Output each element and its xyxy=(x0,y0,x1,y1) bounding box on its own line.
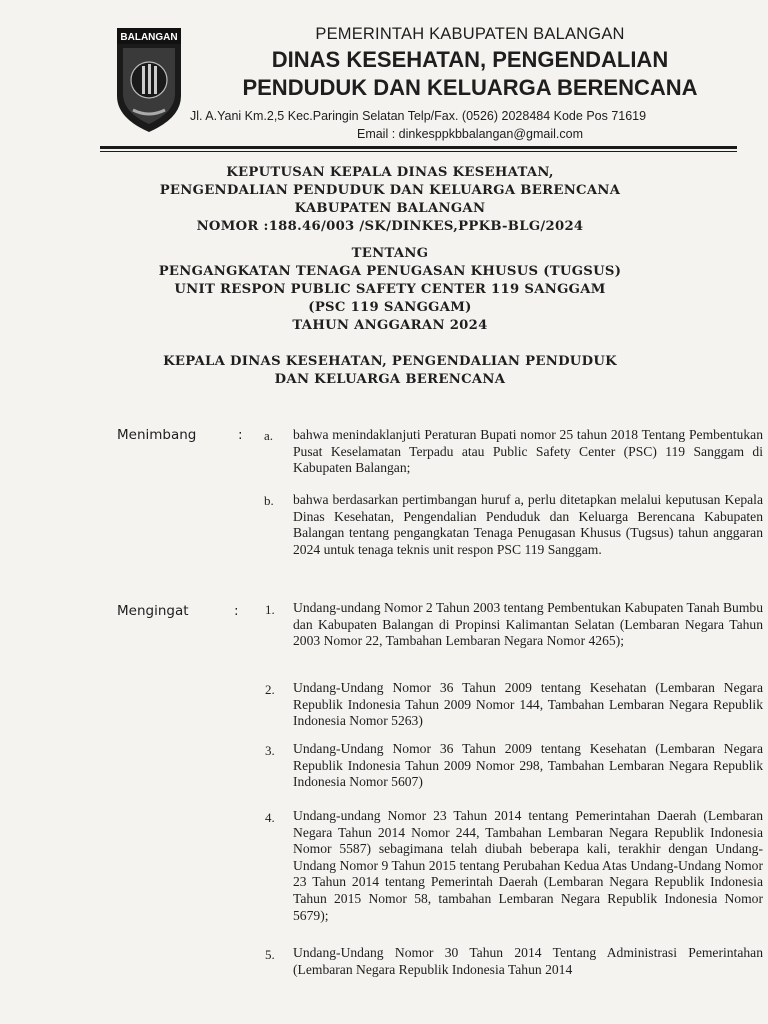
mengingat-item-3: Undang-Undang Nomor 36 Tahun 2009 tentang Kesehatan (Lembaran Negara Republik Indonesia Tahun 2009 Nomor 298, Tambahan Lembaran Negara Republik Indonesia Nomor 5607) xyxy=(293,741,763,790)
decree-title-block xyxy=(120,164,660,389)
mengingat-marker: 4. xyxy=(265,810,275,825)
mengingat-marker: 5. xyxy=(265,947,275,962)
decree-title-line: KEPUTUSAN KEPALA DINAS KESEHATAN, xyxy=(226,165,554,180)
menimbang-marker: a. xyxy=(264,428,274,443)
mengingat-item-5: Undang-Undang Nomor 30 Tahun 2014 Tentang Administrasi Pemerintahan (Lembaran Negara Republik Indonesia Tahun 2014 xyxy=(293,945,763,977)
agency-name-line1: DINAS KESEHATAN, PENGENDALIAN xyxy=(271,47,669,72)
government-name: PEMERINTAH KABUPATEN BALANGAN xyxy=(315,25,625,43)
decree-number: NOMOR :188.46/003 /SK/DINKES,PPKB-BLG/2024 xyxy=(196,219,584,234)
balangan-crest-logo xyxy=(115,26,183,134)
header-divider xyxy=(100,146,737,149)
mengingat-marker: 1. xyxy=(265,602,275,617)
mengingat-marker: 3. xyxy=(265,743,275,758)
decree-title-line: KABUPATEN BALANGAN xyxy=(294,201,486,216)
mengingat-item-4: Undang-undang Nomor 23 Tahun 2014 tentang Pemerintahan Daerah (Lembaran Negara Tahun 2014 Nomor 244, Tambahan Lembaran Negara Republik Indonesia Nomor 5587) sebagimana telah diubah beberapa kali, terakhir dengan Undang-Undang Nomor 9 Tahun 2015 tentang Perubahan Kedua Atas Undang-Undang Nomor 23 Tahun 2014 tentang Pemerintah Daerah (Lembaran Negara Republik Indonesia Tahun 2015 Nomor 58, tambahan Lembaran Negara Republik Indonesia Nomor 5679); xyxy=(293,808,763,923)
menimbang-marker: b. xyxy=(264,493,274,508)
menimbang-item-a: bahwa menindaklanjuti Peraturan Bupati nomor 25 tahun 2018 Tentang Pembentukan Pusat Keselamatan Terpadu atau Public Safety Center (PSC) 119 Sanggam di Kabupaten Balangan; xyxy=(293,427,763,476)
issuer-line: DAN KELUARGA BERENCANA xyxy=(274,372,506,387)
letterhead xyxy=(190,24,750,142)
mengingat-marker: 2. xyxy=(265,682,275,697)
tentang-heading: TENTANG xyxy=(351,246,429,261)
decree-subject-line: TAHUN ANGGARAN 2024 xyxy=(292,318,488,333)
mengingat-colon: : xyxy=(234,603,239,619)
issuer-line: KEPALA DINAS KESEHATAN, PENGENDALIAN PENDUDUK xyxy=(163,354,617,369)
menimbang-item-b: bahwa berdasarkan pertimbangan huruf a, perlu ditetapkan melalui keputusan Kepala Dinas Kesehatan, Pengendalian Penduduk dan Keluarga Berencana Kabupaten Balangan tentang pengangkatan Tenaga Penugasan Khusus (Tugsus) tahun anggaran 2024 untuk tenaga teknis unit respon PSC 119 Sanggam. xyxy=(293,492,763,557)
decree-subject-line: (PSC 119 SANGGAM) xyxy=(308,300,472,315)
decree-subject-line: PENGANGKATAN TENAGA PENUGASAN KHUSUS (TUGSUS) xyxy=(158,264,622,279)
menimbang-colon: : xyxy=(238,427,243,443)
header-divider-thin xyxy=(100,151,737,152)
decree-subject-line: UNIT RESPON PUBLIC SAFETY CENTER 119 SANGGAM xyxy=(174,282,606,297)
decree-title-line: PENGENDALIAN PENDUDUK DAN KELUARGA BERENCANA xyxy=(159,183,621,198)
mengingat-item-2: Undang-Undang Nomor 36 Tahun 2009 tentang Kesehatan (Lembaran Negara Republik Indonesia Tahun 2009 Nomor 144, Tambahan Lembaran Negara Republik Indonesia Nomor 5263) xyxy=(293,680,763,729)
menimbang-label: Menimbang xyxy=(117,427,197,443)
agency-email: Email : dinkesppkbbalangan@gmail.com xyxy=(356,127,583,141)
mengingat-label: Mengingat xyxy=(117,603,189,619)
mengingat-item-1: Undang-undang Nomor 2 Tahun 2003 tentang Pembentukan Kabupaten Tanah Bumbu dan Kabupaten Balangan di Propinsi Kalimantan Selatan (Lembaran Negara Tahun 2003 Nomor 22, Tambahan Lembaran Negara Nomor 4265); xyxy=(293,600,763,649)
agency-name-line2: PENDUDUK DAN KELUARGA BERENCANA xyxy=(242,75,698,100)
agency-address: Jl. A.Yani Km.2,5 Kec.Paringin Selatan Telp/Fax. (0526) 2028484 Kode Pos 71619 xyxy=(190,109,647,123)
logo-label: BALANGAN xyxy=(120,32,178,43)
